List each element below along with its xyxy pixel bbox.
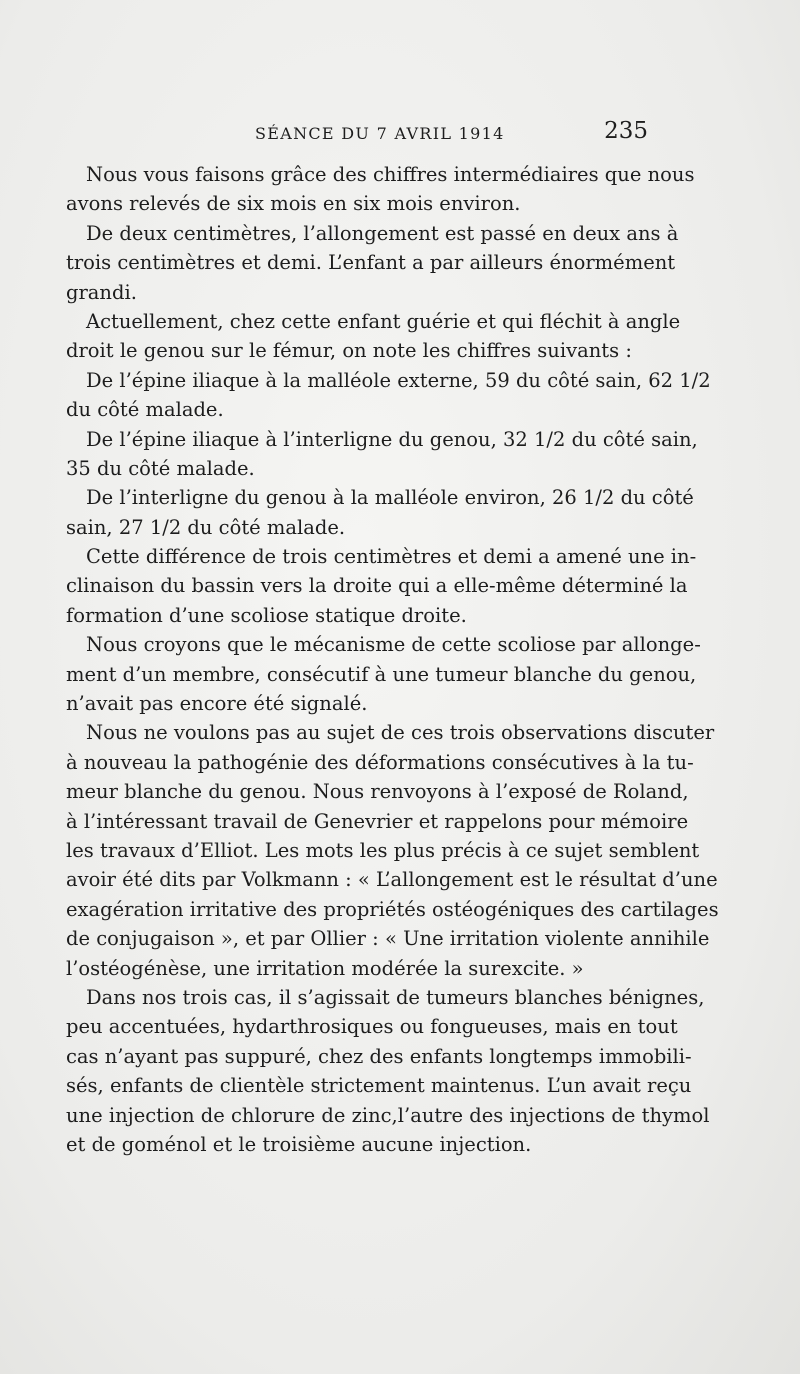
text-line: l’ostéogénèse, une irritation modérée la surexcite. » bbox=[66, 956, 584, 980]
page-header bbox=[66, 118, 650, 148]
text-line: Actuellement, chez cette enfant guérie et qui fléchit à angle bbox=[86, 309, 681, 333]
text-line: peu accentuées, hydarthrosiques ou fongueuses, mais en tout bbox=[66, 1015, 678, 1039]
text-line: n’avait pas encore été signalé. bbox=[66, 692, 368, 716]
text-line: à l’intéressant travail de Genevrier et rappelons pour mémoire bbox=[66, 809, 689, 833]
text-line: sain, 27 1/2 du côté malade. bbox=[66, 515, 346, 539]
text-line: Nous vous faisons grâce des chiffres intermédiaires que nous bbox=[86, 163, 695, 186]
text-line: grandi. bbox=[66, 280, 137, 304]
text-line: De deux centimètres, l’allongement est passé en deux ans à bbox=[86, 221, 679, 245]
text-line: une injection de chlorure de zinc,l’autre des injections de thymol bbox=[66, 1103, 710, 1127]
running-head: SÉANCE DU 7 AVRIL 1914 bbox=[255, 124, 505, 143]
page-number: 235 bbox=[604, 118, 648, 144]
text-line: Nous croyons que le mécanisme de cette scoliose par allonge- bbox=[86, 633, 701, 657]
text-line: Dans nos trois cas, il s’agissait de tumeurs blanches bénignes, bbox=[86, 985, 705, 1009]
text-line: De l’épine iliaque à la malléole externe, 59 du côté sain, 62 1/2 bbox=[86, 368, 711, 392]
text-line: clinaison du bassin vers la droite qui a elle-même déterminé la bbox=[66, 574, 688, 598]
body-text bbox=[66, 160, 719, 1159]
text-line: de conjugaison », et par Ollier : « Une irritation violente annihile bbox=[66, 927, 710, 951]
text-line: droit le genou sur le fémur, on note les chiffres suivants : bbox=[66, 339, 632, 363]
text-line: avons relevés de six mois en six mois environ. bbox=[66, 192, 521, 216]
text-line: 35 du côté malade. bbox=[66, 456, 255, 480]
text-line: Cette différence de trois centimètres et demi a amené une in- bbox=[86, 545, 697, 569]
text-line: à nouveau la pathogénie des déformations consécutives à la tu- bbox=[66, 750, 694, 774]
text-line: et de goménol et le troisième aucune injection. bbox=[66, 1132, 532, 1156]
text-line: meur blanche du genou. Nous renvoyons à l’exposé de Roland, bbox=[66, 780, 689, 804]
text-line: ment d’un membre, consécutif à une tumeur blanche du genou, bbox=[66, 662, 697, 686]
text-line: De l’épine iliaque à l’interligne du genou, 32 1/2 du côté sain, bbox=[86, 427, 698, 451]
text-line: exagération irritative des propriétés ostéogéniques des cartilages bbox=[66, 897, 719, 921]
text-line: cas n’ayant pas suppuré, chez des enfants longtemps immobili- bbox=[66, 1044, 692, 1068]
text-line: formation d’une scoliose statique droite. bbox=[66, 603, 467, 627]
text-line: Nous ne voulons pas au sujet de ces trois observations discuter bbox=[86, 721, 715, 745]
text-line: sés, enfants de clientèle strictement maintenus. L’un avait reçu bbox=[66, 1074, 692, 1098]
text-line: De l’interligne du genou à la malléole environ, 26 1/2 du côté bbox=[86, 486, 694, 510]
text-line: avoir été dits par Volkmann : « L’allongement est le résultat d’une bbox=[66, 868, 718, 892]
text-line: trois centimètres et demi. L’enfant a par ailleurs énormément bbox=[66, 251, 676, 275]
text-line: les travaux d’Elliot. Les mots les plus précis à ce sujet semblent bbox=[66, 838, 700, 862]
text-line: du côté malade. bbox=[66, 398, 224, 422]
